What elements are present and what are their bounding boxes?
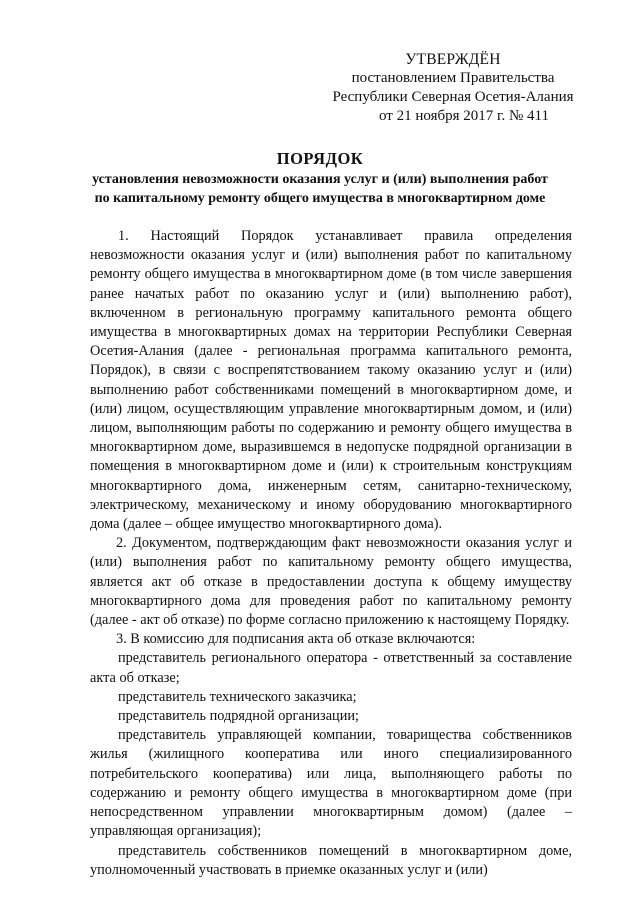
commission-member-regional-operator: представитель регионального оператора - ответственный за составление акта об отказе;: [90, 650, 572, 686]
approval-line-2: Республики Северная Осетия-Алания: [332, 89, 574, 105]
approval-heading: УТВЕРЖДЁН: [405, 51, 501, 68]
document-subtitle-line-2: по капитальному ремонту общего имущества в многоквартирном доме: [94, 191, 546, 206]
approval-line-1: постановлением Правительства: [351, 70, 555, 86]
paragraph-1: 1. Настоящий Порядок устанавливает правила определения невозможности оказания услуг и (или) выполнения работ по капитальному ремонту общего имущества в многоквартирном доме (в том числе завершения ранее начатых работ по оказанию услуг и (или) выполнению работ), включенном в региональную программу капитального ремонта общего имущества в многоквартирных домах на территории Республики Северная Осетия-Алания (далее - региональная программа капитального ремонта, Порядок), в связи с воспрепятствованием такому оказанию услуг и (или) выполнению работ собственниками помещений в многоквартирном доме, и (или) лицом, осуществляющим управление многоквартирным домом, и (или) лицом, выполняющим работы по содержанию и ремонту общего имущества в многоквартирном доме, выразившемся в недопуске подрядной организации в помещения в многоквартирном доме и (или) к строительным конструкциям многоквартирного дома, инженерным сетям, санитарно-техническому, электрическому, механическому и иному оборудованию многоквартирного дома (далее – общее имущество многоквартирного дома).: [90, 228, 572, 533]
paragraph-3: 3. В комиссию для подписания акта об отказе включаются:: [116, 631, 476, 648]
commission-member-owners-representative: представитель собственников помещений в многоквартирном доме, уполномоченный участвовать в приемке оказанных услуг и (или): [90, 842, 572, 878]
paragraph-2: 2. Документом, подтверждающим факт невозможности оказания услуг и (или) выполнения работ по капитальному ремонту общего имущества, является акт об отказе в предоставлении доступа к общему имуществу многоквартирного дома для проведения работ по капитальному ремонту (далее - акт об отказе) по форме согласно приложению к настоящему Порядку.: [90, 535, 572, 629]
approval-line-3: от 21 ноября 2017 г. № 411: [379, 108, 549, 124]
document-subtitle: [40, 170, 600, 208]
commission-member-technical-customer: представитель технического заказчика;: [118, 688, 357, 705]
commission-member-management-company: представитель управляющей компании, товарищества собственников жилья (жилищного кооператива или иного специализированного потребительского кооператива) или лица, выполняющего работы по содержанию и ремонту общего имущества в многоквартирном доме (при непосредственном управлении многоквартирным домом) (далее – управляющая организация);: [90, 727, 572, 840]
commission-member-contractor: представитель подрядной организации;: [118, 708, 359, 725]
document-body: [90, 227, 572, 880]
document-subtitle-line-1: установления невозможности оказания услуг и (или) выполнения работ: [92, 172, 548, 187]
document-title: ПОРЯДОК: [276, 149, 364, 168]
approval-stamp: [318, 50, 588, 126]
